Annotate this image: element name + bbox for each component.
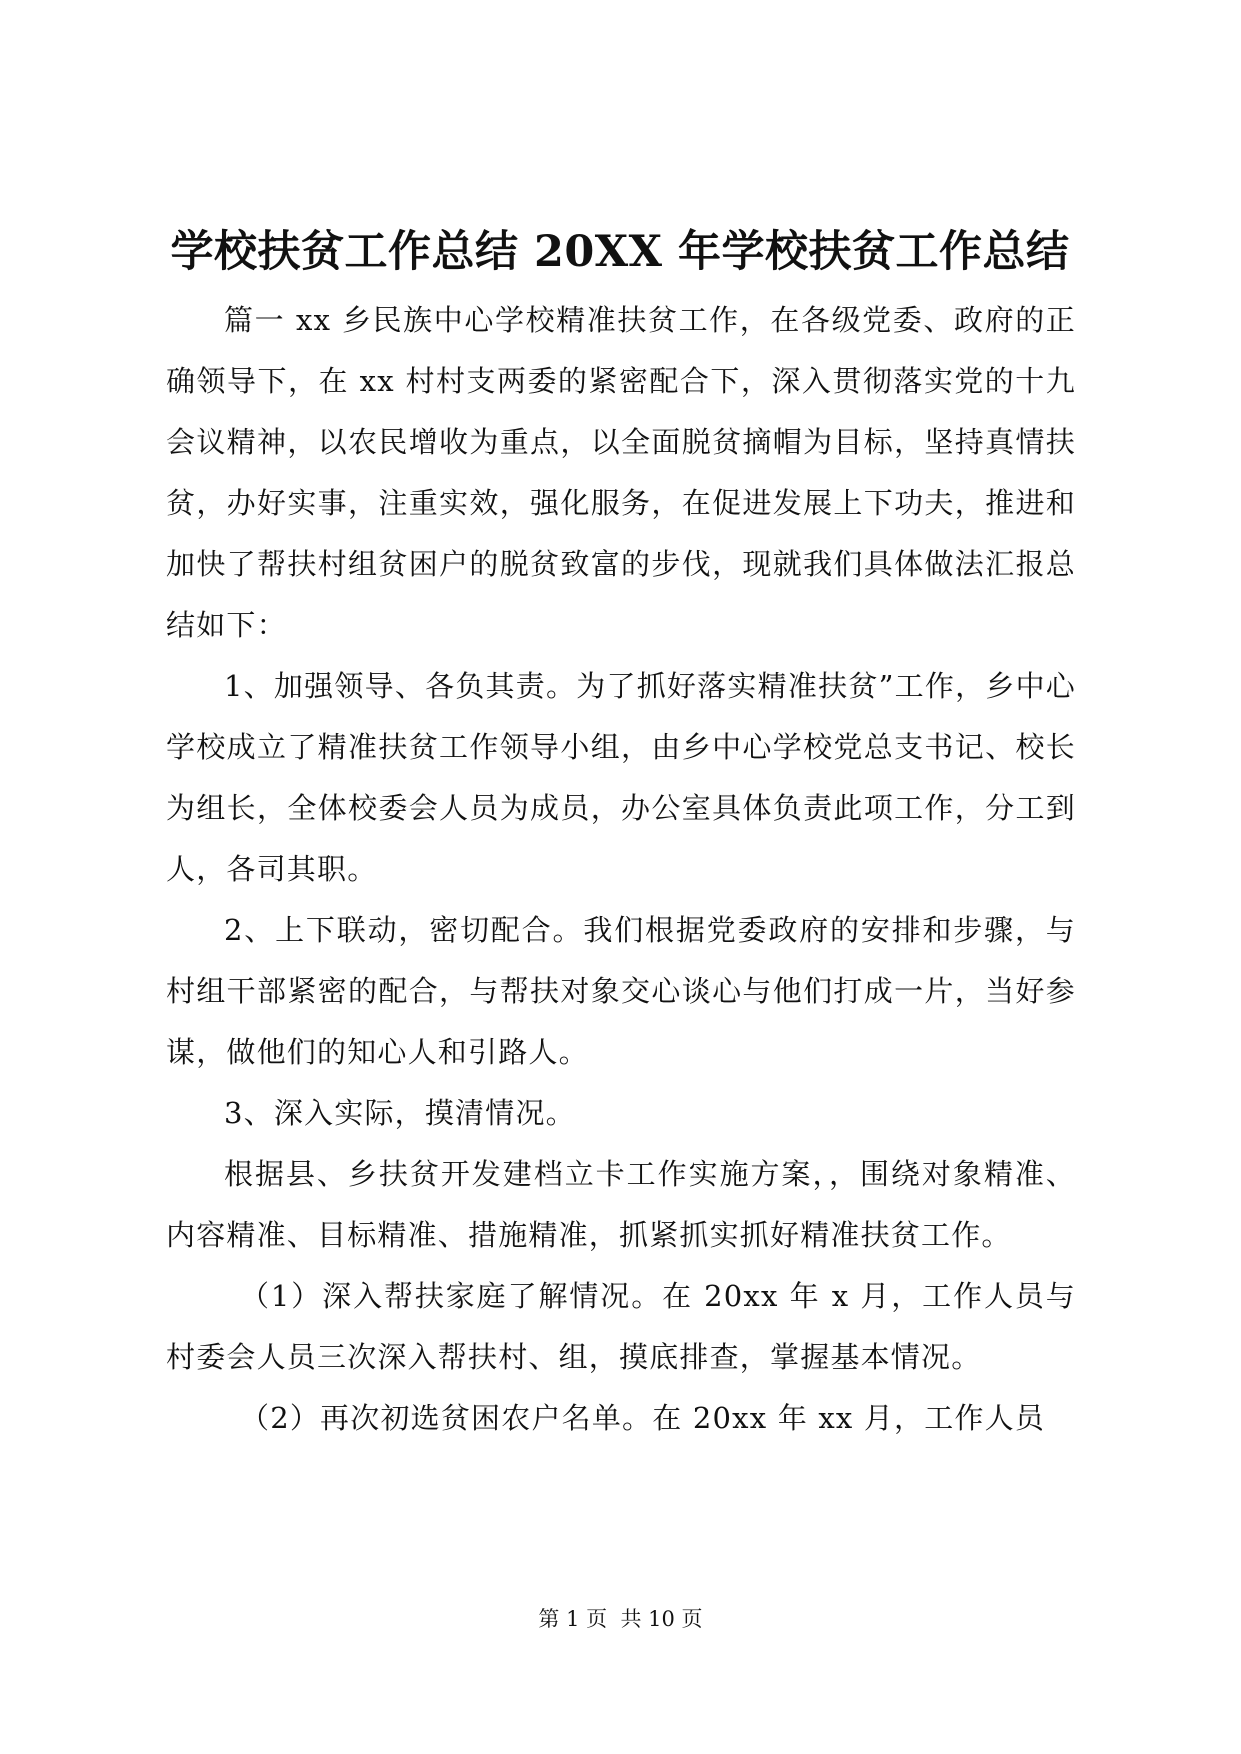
page-number-label: 第 1 页 共 10 页 xyxy=(538,1607,703,1631)
document-title: 学校扶贫工作总结 20XX 年学校扶贫工作总结 xyxy=(170,227,1070,277)
document-body xyxy=(166,290,1076,1449)
paragraph-section-1: 1、加强领导、各负其责。为了抓好落实精准扶贫”工作，乡中心学校成立了精准扶贫工作领导小组，由乡中心学校党总支书记、校长为组长，全体校委会人员为成员，办公室具体负责此项工作，分工到人，各司其职。 xyxy=(166,669,1076,886)
paragraph-section-2: 2、上下联动，密切配合。我们根据党委政府的安排和步骤，与村组干部紧密的配合，与帮扶对象交心谈心与他们打成一片，当好参谋，做他们的知心人和引路人。 xyxy=(166,913,1076,1069)
paragraph-section-3-heading: 3、深入实际，摸清情况。 xyxy=(224,1096,576,1130)
paragraph-intro: 篇一 xx 乡民族中心学校精准扶贫工作，在各级党委、政府的正确领导下，在 xx 村村支两委的紧密配合下，深入贯彻落实党的十九会议精神，以农民增收为重点，以全面脱贫摘帽为目标，坚持真情扶贫，办好实事，注重实效，强化服务，在促进发展上下功夫，推进和加快了帮扶村组贫困户的脱贫致富的步伐，现就我们具体做法汇报总结如下： xyxy=(166,303,1076,642)
paragraph-section-3-body: 根据县、乡扶贫开发建档立卡工作实施方案，，围绕对象精准、内容精准、目标精准、措施精准，抓紧抓实抓好精准扶贫工作。 xyxy=(166,1157,1076,1252)
paragraph-subitem-1: （1）深入帮扶家庭了解情况。在 20xx 年 x 月，工作人员与村委会人员三次深入帮扶村、组，摸底排查，掌握基本情况。 xyxy=(166,1279,1076,1374)
page-footer xyxy=(0,1604,1241,1634)
paragraph-subitem-2: （2）再次初选贫困农户名单。在 20xx 年 xx 月，工作人员 xyxy=(240,1401,1046,1435)
